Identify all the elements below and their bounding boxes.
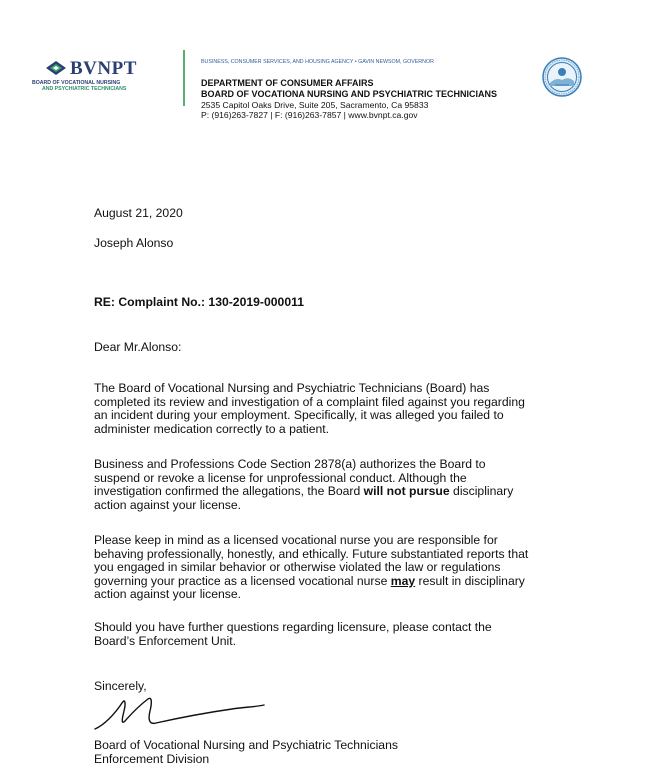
letter-date: August 21, 2020	[94, 206, 183, 220]
text-segment: governing your practice as a licensed vocational nurse	[94, 573, 391, 588]
paragraph-line: suspend or revoke a license for unprofessional conduct. Although the	[94, 470, 467, 485]
agency-line: BUSINESS, CONSUMER SERVICES, AND HOUSING AGENCY • GAVIN NEWSOM, GOVERNOR	[201, 59, 434, 65]
closing: Sincerely,	[94, 679, 147, 693]
signer-division: Enforcement Division	[94, 751, 210, 766]
paragraph-line	[94, 575, 528, 589]
letterhead	[0, 0, 646, 130]
paragraph-line: behaving professionally, honestly, and ethically. Future substantiated reports that	[94, 546, 529, 561]
emphasis-may: may	[390, 573, 416, 588]
paragraph-line	[94, 485, 513, 499]
salutation: Dear Mr.Alonso:	[94, 340, 182, 354]
paragraph-line: Business and Professions Code Section 2878(a) authorizes the Board to	[94, 457, 486, 471]
text-segment: investigation confirmed the allegations, the Board	[94, 484, 364, 499]
paragraph-line: administer medication correctly to a patient.	[94, 421, 330, 436]
department-name: DEPARTMENT OF CONSUMER AFFAIRS	[201, 78, 374, 88]
paragraph-2	[94, 458, 513, 512]
text-segment: result in disciplinary	[415, 573, 525, 588]
paragraph-line: an incident during your employment. Specifically, it was alleged you failed to	[94, 408, 504, 423]
paragraph-line: Should you have further questions regarding licensure, please contact the	[94, 620, 492, 634]
emphasis-will-not-pursue: will not pursue	[363, 484, 450, 499]
paragraph-line: Board’s Enforcement Unit.	[94, 633, 237, 648]
logo-subtitle-1: BOARD OF VOCATIONAL NURSING	[32, 80, 121, 86]
paragraph-3	[94, 534, 528, 602]
logo-subtitle-2: AND PSYCHIATRIC TECHNICIANS	[42, 86, 127, 92]
paragraph-1	[94, 382, 525, 436]
paragraph-line: you engaged in similar behavior or otherwise violated the law or regulations	[94, 560, 501, 575]
paragraph-line: The Board of Vocational Nursing and Psychiatric Technicians (Board) has	[94, 381, 490, 395]
paragraph-line: action against your license.	[94, 587, 242, 602]
recipient-name: Joseph Alonso	[94, 236, 174, 250]
paragraph-line: completed its review and investigation of a complaint filed against you regarding	[94, 394, 525, 409]
handwritten-signature	[92, 695, 267, 735]
re-line: RE: Complaint No.: 130-2019-000011	[94, 295, 304, 309]
bvnpt-emblem-icon	[45, 60, 67, 76]
board-contact: P: (916)263-7827 | F: (916)263-7857 | www.bvnpt.ca.gov	[201, 110, 418, 120]
board-address: 2535 Capitol Oaks Drive, Suite 205, Sacramento, Ca 95833	[201, 100, 429, 110]
signature-block	[94, 739, 398, 766]
paragraph-4	[94, 621, 492, 648]
board-name: BOARD OF VOCATIONA NURSING AND PSYCHIATRIC TECHNICIANS	[201, 89, 498, 99]
logo-title: BVNPT	[70, 58, 137, 79]
text-segment: disciplinary	[449, 484, 514, 499]
header-divider	[183, 50, 185, 106]
signer-organization: Board of Vocational Nursing and Psychiatric Technicians	[94, 738, 398, 752]
california-state-seal-icon	[542, 57, 582, 97]
paragraph-line: Please keep in mind as a licensed vocational nurse you are responsible for	[94, 533, 498, 547]
paragraph-line: action against your license.	[94, 497, 242, 512]
